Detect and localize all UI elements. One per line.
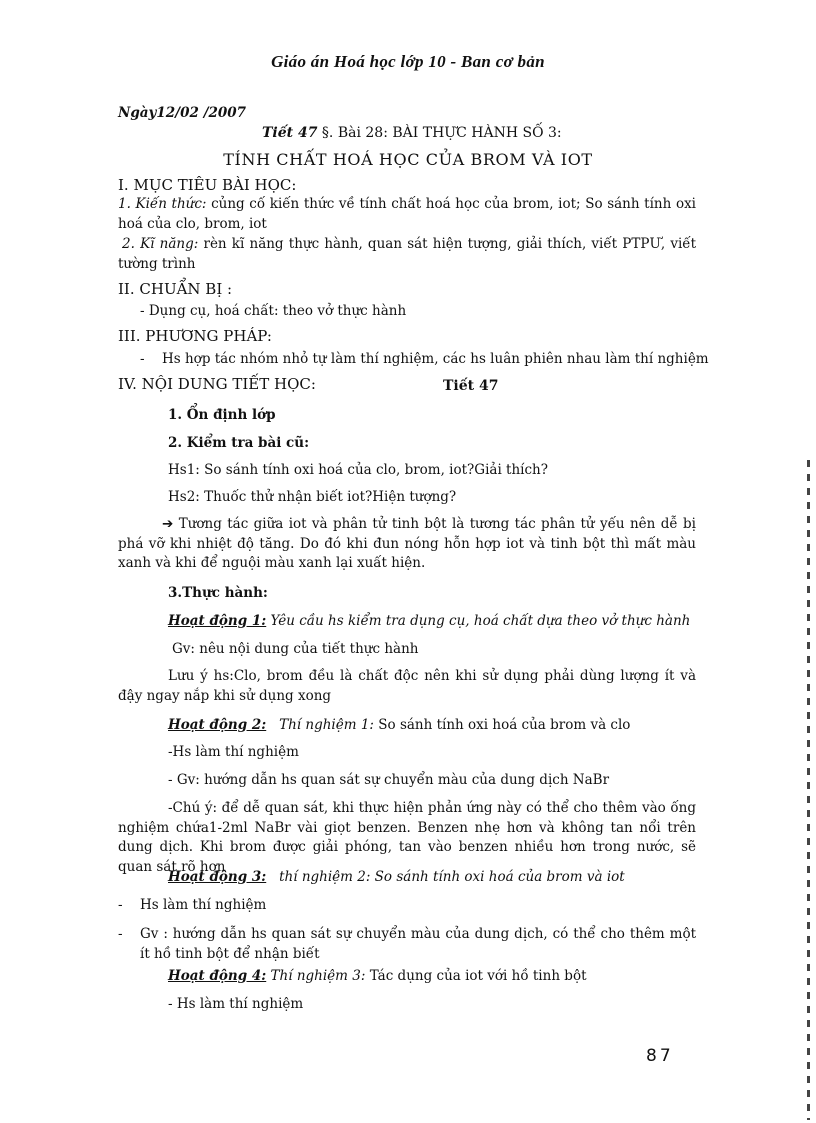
activity-4-text: Tác dụng của iot với hồ tinh bột (365, 968, 587, 984)
objective-skills (118, 235, 696, 274)
section-4-period: Tiết 47 (443, 378, 499, 394)
answer-note (118, 515, 696, 574)
preparation-line: - Dụng cụ, hoá chất: theo vở thực hành (140, 303, 407, 319)
question-hs2: Hs2: Thuốc thử nhận biết iot?Hiện tượng? (168, 489, 457, 505)
activity-3-line-1-text: Hs làm thí nghiệm (140, 897, 267, 913)
lesson-title-text: §. Bài 28: BÀI THỰC HÀNH SỐ 3: (321, 125, 562, 141)
lesson-title (262, 124, 562, 144)
knowledge-label: 1. Kiến thức: (118, 196, 207, 212)
activity-3-text: thí nghiệm 2: So sánh tính oxi hoá của brom và iot (279, 869, 625, 885)
activity-2-text: So sánh tính oxi hoá của brom và clo (373, 717, 631, 733)
skills-text: rèn kĩ năng thực hành, quan sát hiện tượng, giải thích, viết PTPƯ, viết tường trình (118, 236, 696, 272)
activity-3-label: Hoạt động 3: (168, 869, 267, 885)
step-3: 3.Thực hành: (168, 585, 268, 601)
activity-3-line-2-text: Gv : hướng dẫn hs quan sát sự chuyển màu của dung dịch, có thể cho thêm một ít hồ tinh bột để nhận biết (140, 926, 696, 962)
question-hs1: Hs1: So sánh tính oxi hoá của clo, brom, iot?Giải thích? (168, 462, 548, 478)
activity-2-line-2: - Gv: hướng dẫn hs quan sát sự chuyển màu của dung dịch NaBr (168, 772, 610, 788)
activity-3 (168, 868, 625, 888)
lesson-date: Ngày12/02 /2007 (118, 105, 247, 121)
activity-4-experiment: Thí nghiệm 3: (270, 968, 366, 984)
activity-4-line-1: - Hs làm thí nghiệm (168, 996, 304, 1012)
activity-2 (168, 716, 630, 736)
activity-1-note: Lưu ý hs:Clo, brom đều là chất độc nên khi sử dụng phải dùng lượng ít và đậy ngay nắp khi sử dụng xong (118, 668, 696, 704)
activity-1-label: Hoạt động 1: (168, 613, 267, 629)
section-1-heading: I. MỤC TIÊU BÀI HỌC: (118, 176, 297, 194)
activity-2-experiment: Thí nghiệm 1: (279, 717, 374, 733)
activity-1-gv: Gv: nêu nội dung của tiết thực hành (172, 641, 419, 657)
step-1: 1. Ổn định lớp (168, 407, 276, 423)
lesson-period: Tiết 47 (262, 125, 318, 141)
activity-2-label: Hoạt động 2: (168, 717, 267, 733)
activity-4 (168, 967, 587, 987)
lesson-subtitle: TÍNH CHẤT HOÁ HỌC CỦA BROM VÀ IOT (223, 150, 593, 169)
activity-1 (168, 612, 690, 632)
page-header: Giáo án Hoá học lớp 10 - Ban cơ bản (271, 52, 545, 71)
knowledge-text: củng cố kiến thức về tính chất hoá học của brom, iot; So sánh tính oxi hoá của clo, brom, iot (118, 196, 697, 232)
section-3-heading: III. PHƯƠNG PHÁP: (118, 327, 272, 345)
section-4-heading: IV. NỘI DUNG TIẾT HỌC: (118, 375, 316, 393)
activity-3-line-1: - Hs làm thí nghiệm (118, 897, 267, 913)
activity-2-line-1: -Hs làm thí nghiệm (168, 744, 299, 760)
page-number: 87 (646, 1046, 674, 1066)
section-2-heading: II. CHUẨN BỊ : (118, 280, 233, 298)
objective-knowledge (118, 195, 696, 234)
skills-label: 2. Kĩ năng: (122, 236, 199, 252)
method-text: Hs hợp tác nhóm nhỏ tự làm thí nghiệm, các hs luân phiên nhau làm thí nghiệm (162, 351, 709, 367)
activity-3-line-2: - Gv : hướng dẫn hs quan sát sự chuyển màu của dung dịch, có thể cho thêm một ít hồ tinh bột để nhận biết (118, 925, 696, 964)
activity-4-label: Hoạt động 4: (168, 968, 267, 984)
method-line: - Hs hợp tác nhóm nhỏ tự làm thí nghiệm, các hs luân phiên nhau làm thí nghiệm (140, 351, 709, 367)
page-edge-decoration (807, 460, 810, 1120)
arrow-right-icon: ➔ (162, 516, 174, 532)
answer-note-text: Tương tác giữa iot và phân tử tinh bột là tương tác phân tử yếu nên dễ bị phá vỡ khi nhiệt độ tăng. Do đó khi đun nóng hỗn hợp iot và tinh bột thì mất màu xanh và khi để nguội màu xanh lại xuất hiện. (118, 516, 696, 571)
activity-2-note: -Chú ý: để dễ quan sát, khi thực hiện phản ứng này có thể cho thêm vào ống nghiệm chứa1-2ml NaBr vài giọt benzen. Benzen nhẹ hơn và không tan nổi trên dung dịch. Khi brom được giải phóng, tan vào benzen nhiều hơn trong nước, sẽ quan sát rõ hơn (118, 800, 696, 875)
activity-1-text: Yêu cầu hs kiểm tra dụng cụ, hoá chất dựa theo vở thực hành (266, 613, 691, 629)
step-2: 2. Kiểm tra bài cũ: (168, 435, 310, 451)
